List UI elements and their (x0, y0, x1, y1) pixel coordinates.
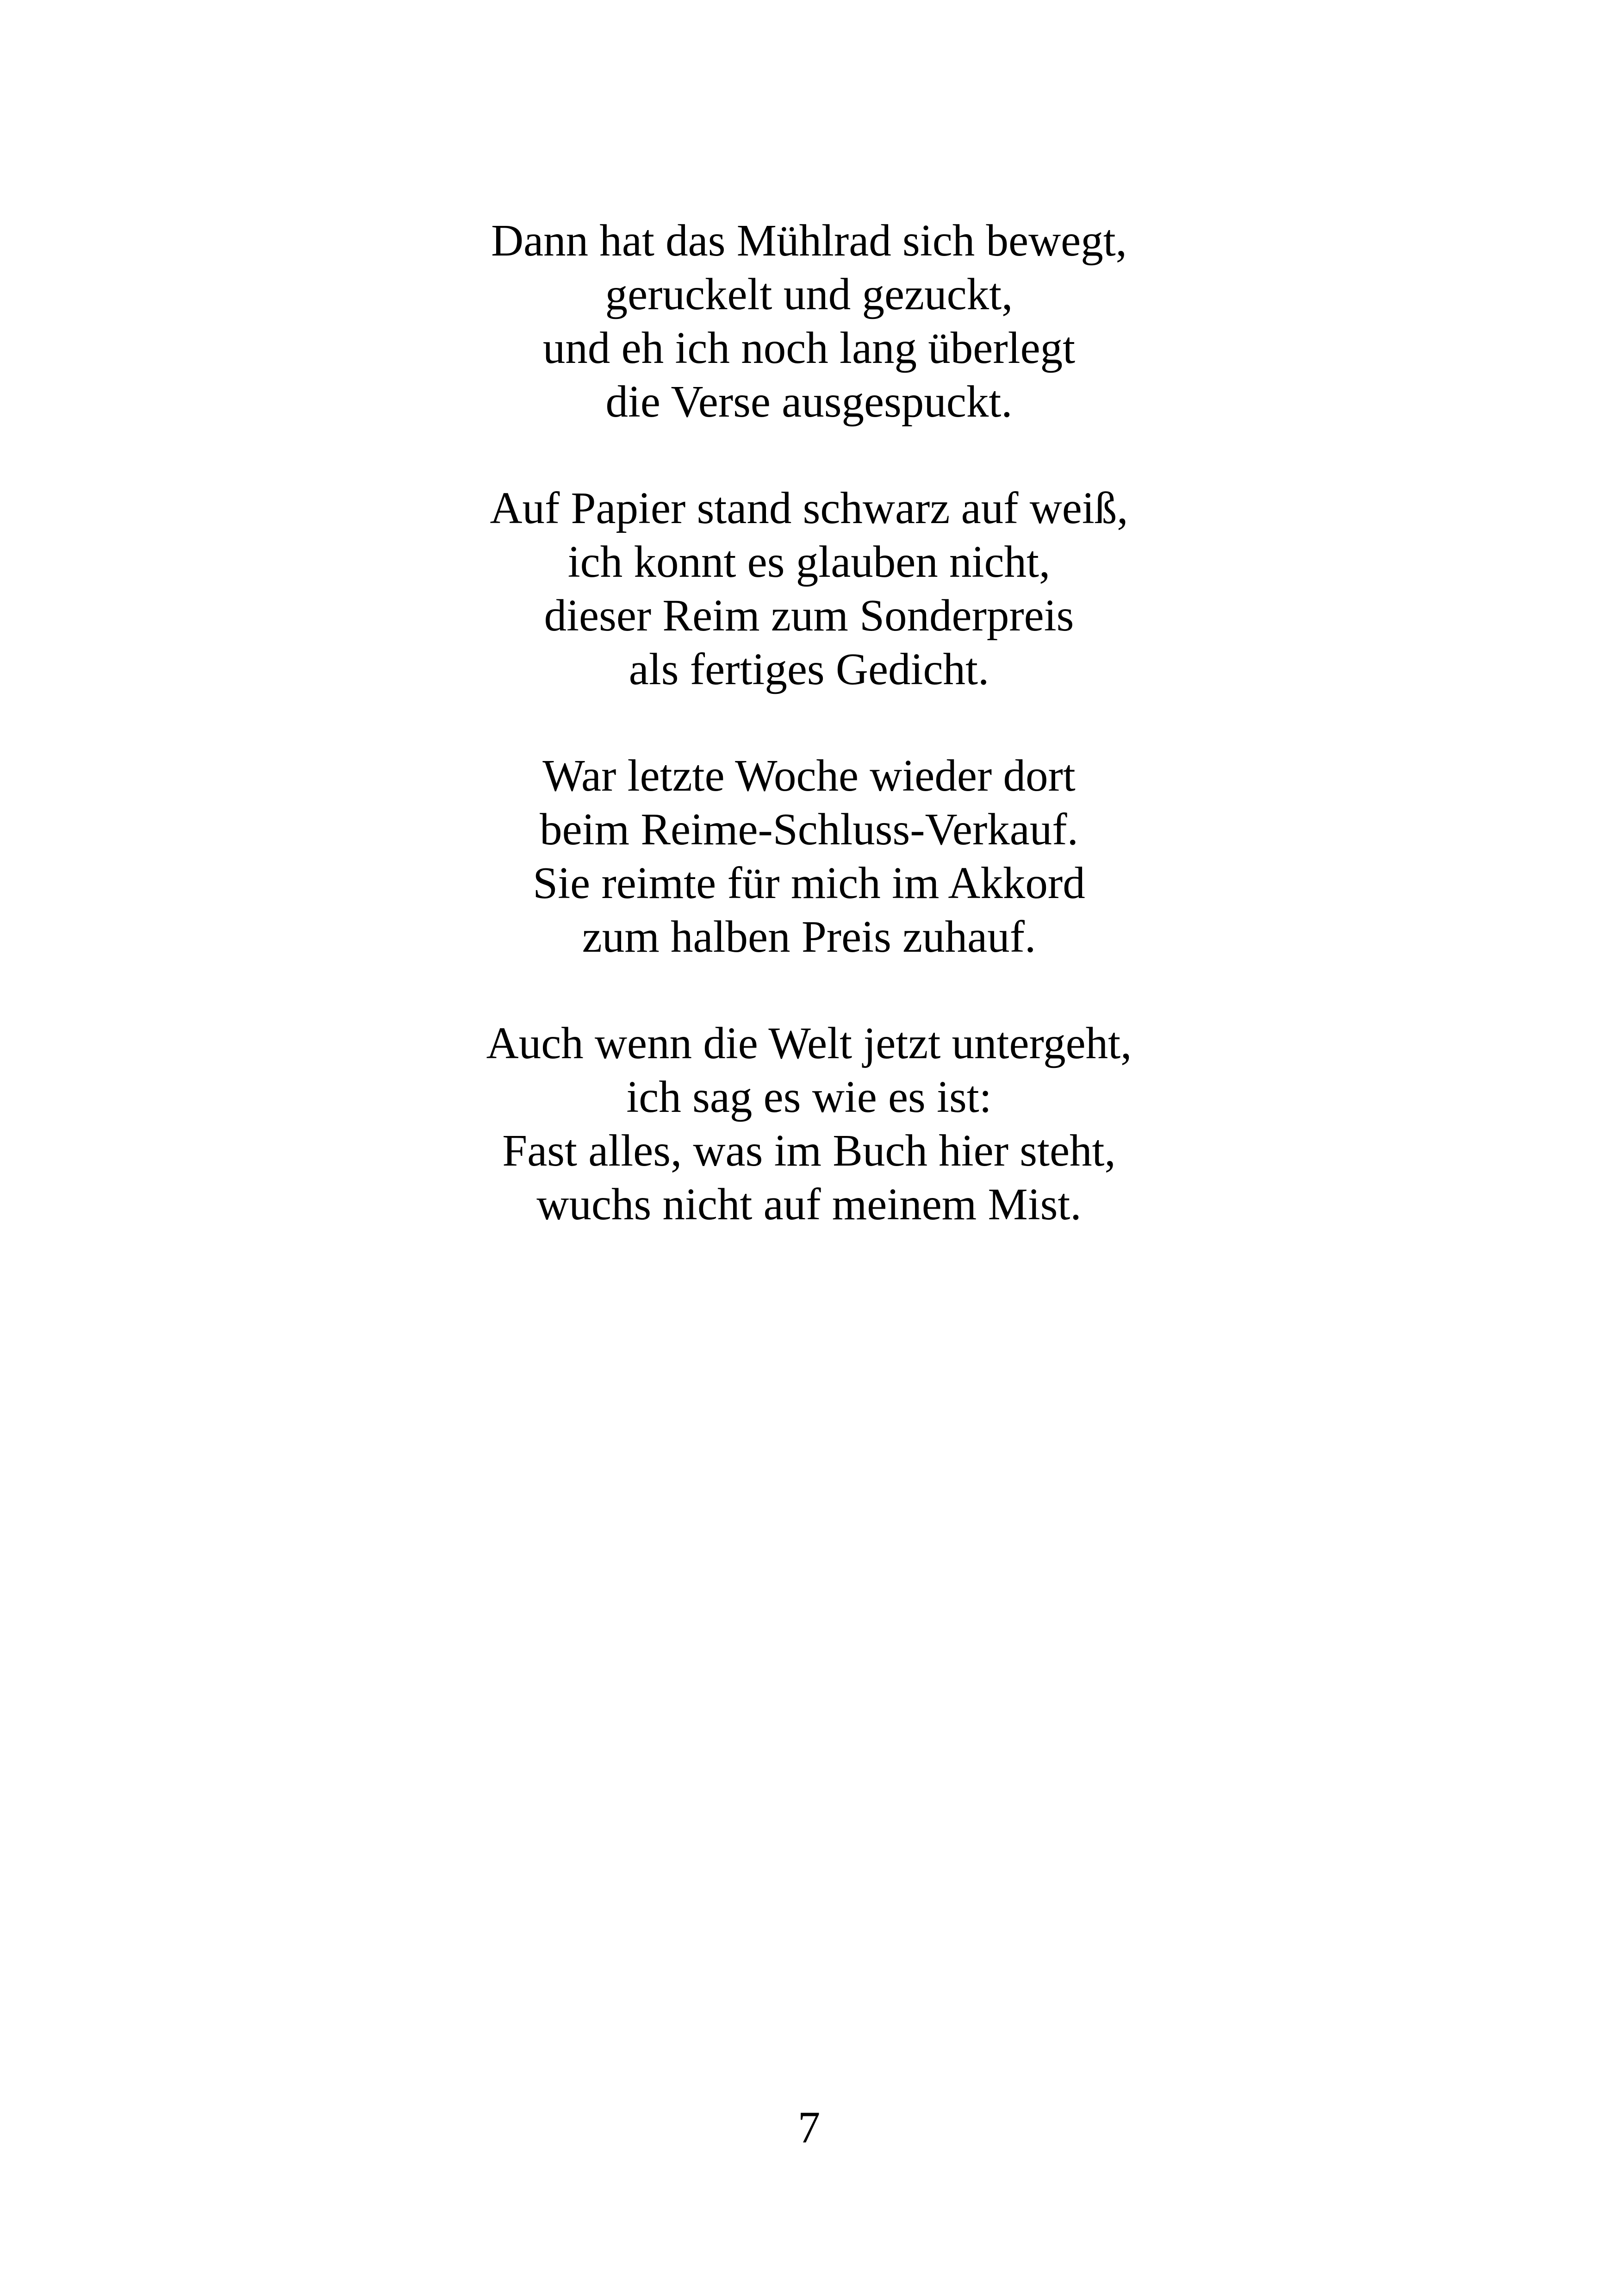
poem-line: ich konnt es glauben nicht, (567, 537, 1051, 586)
poem-line: dieser Reim zum Sonderpreis (544, 591, 1074, 640)
poem-line: beim Reime-Schluss-Verkauf. (540, 805, 1078, 854)
poem (0, 214, 1618, 1284)
stanza-2 (0, 481, 1618, 696)
poem-line: geruckelt und gezuckt, (605, 269, 1013, 319)
poem-line: und eh ich noch lang überlegt (542, 323, 1076, 373)
poem-line: wuchs nicht auf meinem Mist. (536, 1179, 1082, 1229)
poem-line: als fertiges Gedicht. (629, 644, 989, 694)
poem-line: War letzte Woche wieder dort (542, 751, 1076, 800)
poem-line: Dann hat das Mühlrad sich bewegt, (491, 216, 1127, 265)
stanza-1 (0, 214, 1618, 429)
poem-line: ich sag es wie es ist: (626, 1072, 992, 1122)
poem-line: Auch wenn die Welt jetzt untergeht, (486, 1018, 1132, 1068)
poem-line: Auf Papier stand schwarz auf weiß, (490, 483, 1128, 533)
poem-line: Fast alles, was im Buch hier steht, (502, 1126, 1116, 1175)
page-number: 7 (797, 2103, 821, 2152)
stanza-3 (0, 749, 1618, 964)
poem-line: Sie reimte für mich im Akkord (533, 858, 1085, 908)
stanza-4 (0, 1017, 1618, 1231)
poem-line: die Verse ausgespuckt. (605, 377, 1013, 426)
poem-line: zum halben Preis zuhauf. (582, 912, 1036, 961)
